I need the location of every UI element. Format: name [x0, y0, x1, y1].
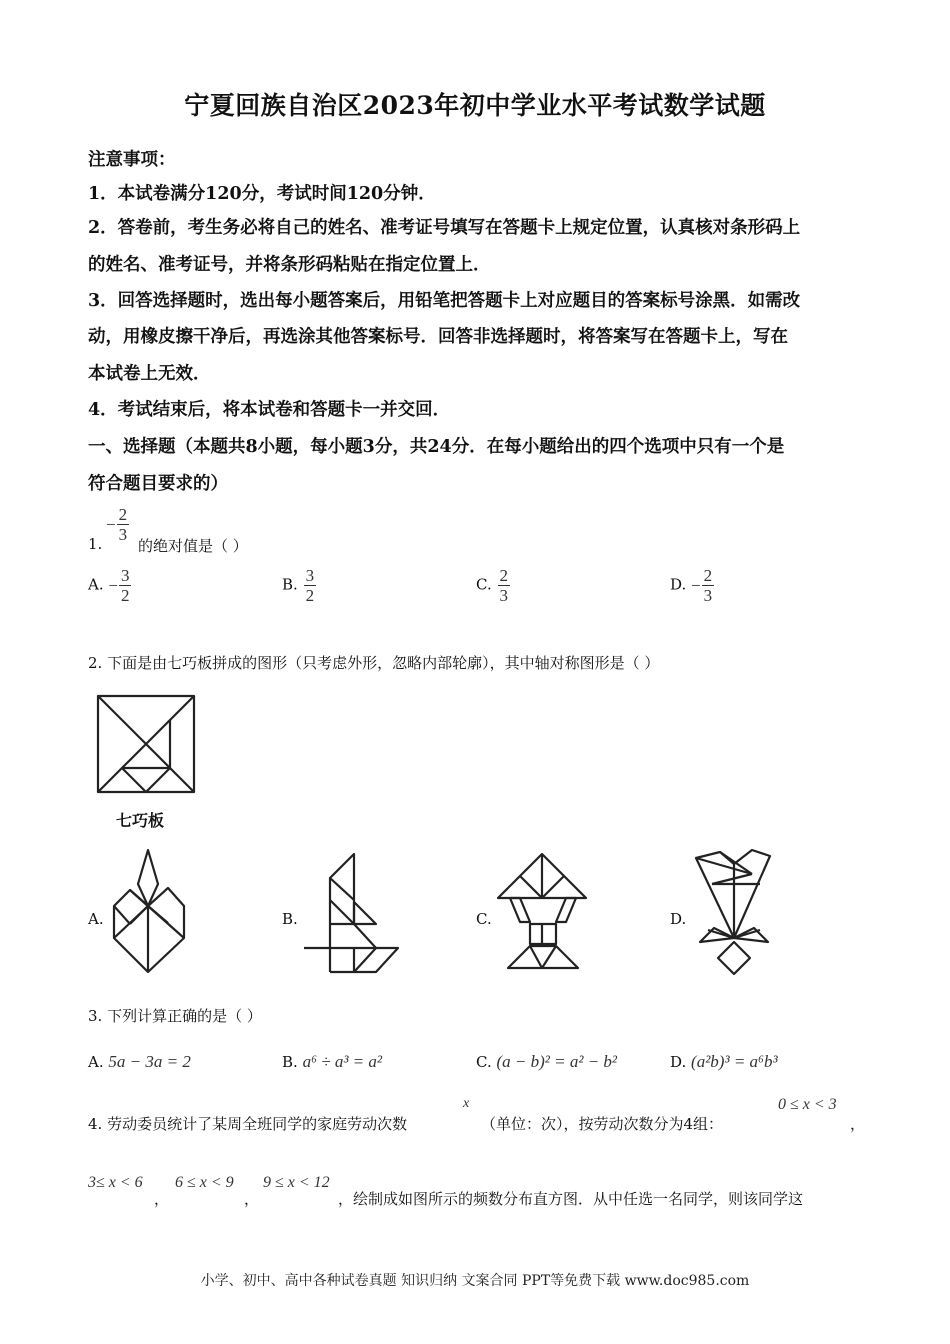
q1-option-b[interactable] — [282, 566, 316, 605]
q1-option-d-numerator: 2 — [703, 566, 713, 585]
q1-option-d[interactable] — [670, 566, 714, 605]
q1-option-c-numerator: 2 — [499, 566, 508, 585]
q4-comma-2: ， — [154, 1190, 170, 1208]
q1-option-a-numerator: 3 — [120, 566, 130, 585]
q1-option-d-sign: − — [691, 575, 701, 595]
q1-option-a-denominator: 2 — [120, 586, 130, 605]
q2-option-d-label[interactable]: D. — [670, 910, 687, 928]
q4-group-1: 0 ≤ x < 3 — [778, 1096, 837, 1113]
notice-heading: 注意事项： — [88, 150, 176, 170]
q1-stem-sign: − — [106, 514, 116, 534]
q4-line-2-text: ，绘制成如图所示的频数分布直方图．从中任选一名同学，则该同学这 — [338, 1190, 804, 1208]
q4-group-4: 9 ≤ x < 12 — [263, 1174, 330, 1191]
q3-option-a-expr: 5a − 3a = 2 — [108, 1052, 191, 1071]
q1-stem-denominator: 3 — [118, 525, 128, 544]
notice-item-2-line-1: 2．答卷前，考生务必将自己的姓名、准考证号填写在答题卡上规定位置，认真核对条形码上 — [88, 218, 801, 238]
q2-option-c-label[interactable]: C. — [476, 910, 492, 928]
q3-option-b-label: B. — [282, 1053, 298, 1071]
q3-option-c-expr: (a − b)² = a² − b² — [496, 1052, 618, 1071]
notice-item-3-line-1: 3．回答选择题时，选出每小题答案后，用铅笔把答题卡上对应题目的答案标号涂黑．如需改 — [88, 291, 801, 311]
q1-option-b-denominator: 2 — [305, 586, 315, 605]
q1-option-b-label: B. — [282, 575, 298, 594]
q1-option-c-denominator: 3 — [499, 586, 508, 605]
q4-variable-x: x — [463, 1096, 470, 1111]
q1-stem-text: 的绝对值是（ ） — [138, 537, 248, 555]
q4-group-3: 6 ≤ x < 9 — [175, 1174, 234, 1191]
q1-option-a-label: A. — [88, 575, 104, 594]
q4-group-2: 3≤ x < 6 — [88, 1174, 143, 1191]
q2-stem: 2. 下面是由七巧板拼成的图形（只考虑外形，忽略内部轮廓），其中轴对称图形是（ ） — [88, 654, 660, 672]
q4-line-1-text: 4. 劳动委员统计了某周全班同学的家庭劳动次数 — [88, 1115, 408, 1133]
q1-stem-numerator: 2 — [118, 505, 128, 524]
q3-option-d-label: D. — [670, 1053, 687, 1071]
q4-comma-3: ， — [244, 1190, 260, 1208]
q1-option-d-denominator: 3 — [703, 586, 713, 605]
page-footer: 小学、初中、高中各种试卷真题 知识归纳 文案合同 PPT等免费下载 www.doc985.com — [200, 1273, 750, 1289]
q1-option-d-label: D. — [670, 575, 687, 594]
notice-item-3-line-3: 本试卷上无效． — [88, 364, 211, 384]
q3-option-d[interactable] — [670, 1052, 778, 1072]
q4-comma-1: ， — [850, 1115, 866, 1133]
section-1-heading-line-1: 一、选择题（本题共8小题，每小题3分，共24分．在每小题给出的四个选项中只有一个是 — [88, 437, 785, 457]
q3-option-a-label: A. — [88, 1053, 104, 1071]
q2-option-c-figure[interactable] — [496, 852, 590, 972]
q2-option-a-figure[interactable] — [108, 848, 190, 976]
notice-item-4: 4．考试结束后，将本试卷和答题卡一并交回． — [88, 400, 451, 420]
q3-option-b[interactable] — [282, 1052, 382, 1072]
q4-line-1-text-2: （单位：次），按劳动次数分为4组： — [481, 1115, 724, 1133]
notice-item-2-line-2: 的姓名、准考证号，并将条形码粘贴在指定位置上． — [88, 255, 491, 275]
section-1-heading-line-2: 符合题目要求的） — [88, 474, 228, 494]
q3-option-b-expr: a⁶ ÷ a³ = a² — [302, 1052, 382, 1071]
q1-stem-fraction — [106, 505, 129, 544]
q3-stem: 3. 下列计算正确的是（ ） — [88, 1007, 262, 1025]
q2-option-d-figure[interactable] — [690, 846, 774, 978]
q1-option-c[interactable] — [476, 566, 510, 605]
q1-option-a-sign: − — [108, 575, 118, 595]
page-title: 宁夏回族自治区2023年初中学业水平考试数学试题 — [184, 91, 766, 120]
q3-option-a[interactable] — [88, 1052, 191, 1072]
q1-option-b-numerator: 3 — [305, 566, 315, 585]
q3-option-d-expr: (a²b)³ = a⁶b³ — [691, 1052, 778, 1071]
notice-item-1: 1．本试卷满分120分，考试时间120分钟． — [88, 184, 436, 204]
tangram-caption: 七巧板 — [116, 811, 165, 830]
q1-option-c-label: C. — [476, 575, 492, 594]
q2-option-b-label[interactable]: B. — [282, 910, 298, 928]
q1-option-a[interactable] — [88, 566, 131, 605]
q2-option-a-label[interactable]: A. — [88, 910, 104, 928]
q3-option-c-label: C. — [476, 1053, 492, 1071]
notice-item-3-line-2: 动，用橡皮擦干净后，再选涂其他答案标号．回答非选择题时，将答案写在答题卡上，写在 — [88, 327, 788, 347]
q3-option-c[interactable] — [476, 1052, 617, 1072]
q2-option-b-figure[interactable] — [302, 852, 402, 976]
q1-number: 1. — [88, 535, 103, 553]
tangram-square-figure — [96, 694, 196, 794]
